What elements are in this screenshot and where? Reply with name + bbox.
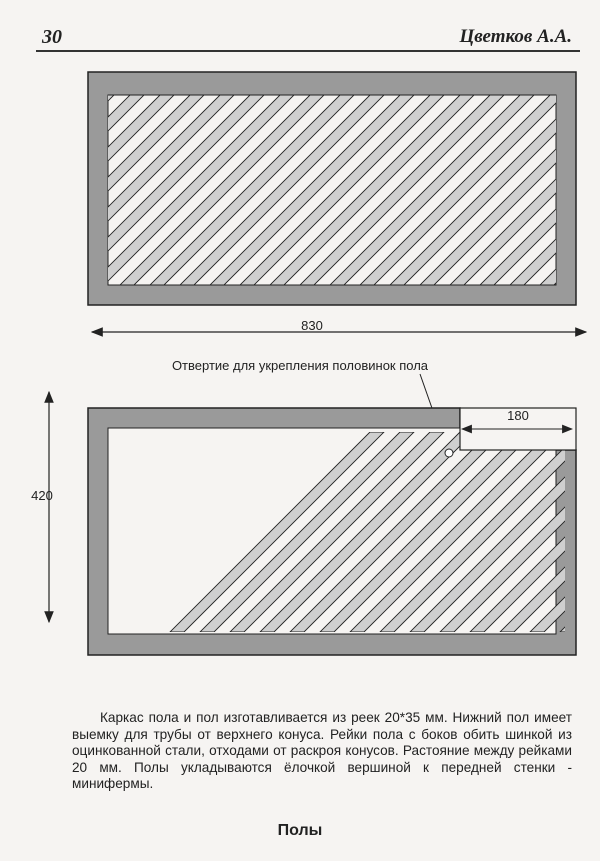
cutout-dimension-label: 180 <box>507 408 529 423</box>
bottom-floor-drawing <box>88 408 600 655</box>
page-number: 30 <box>42 26 62 48</box>
floor-slat <box>0 95 84 285</box>
top-floor-drawing <box>0 72 600 305</box>
fixing-hole <box>445 449 453 457</box>
section-title: Полы <box>277 822 323 839</box>
body-paragraph: Каркас пола и пол изготавливается из реек 20*35 мм. Нижний пол имеет выемку для трубы от верхнего конуса. Рейки пола с боков обить шинкой из оцинкованной стали, отходами от раскроя конусов. Растояние между рейками 20 мм. Полы укладываются ёлочкой вершиной к передней стенки - минифермы. <box>72 710 572 791</box>
hole-label: Отвертие для укрепления половинок пола <box>171 358 429 373</box>
height-dimension-label: 420 <box>31 488 53 503</box>
author-name: Цветков А.А. <box>459 26 572 47</box>
width-dimension-label: 830 <box>301 318 323 333</box>
